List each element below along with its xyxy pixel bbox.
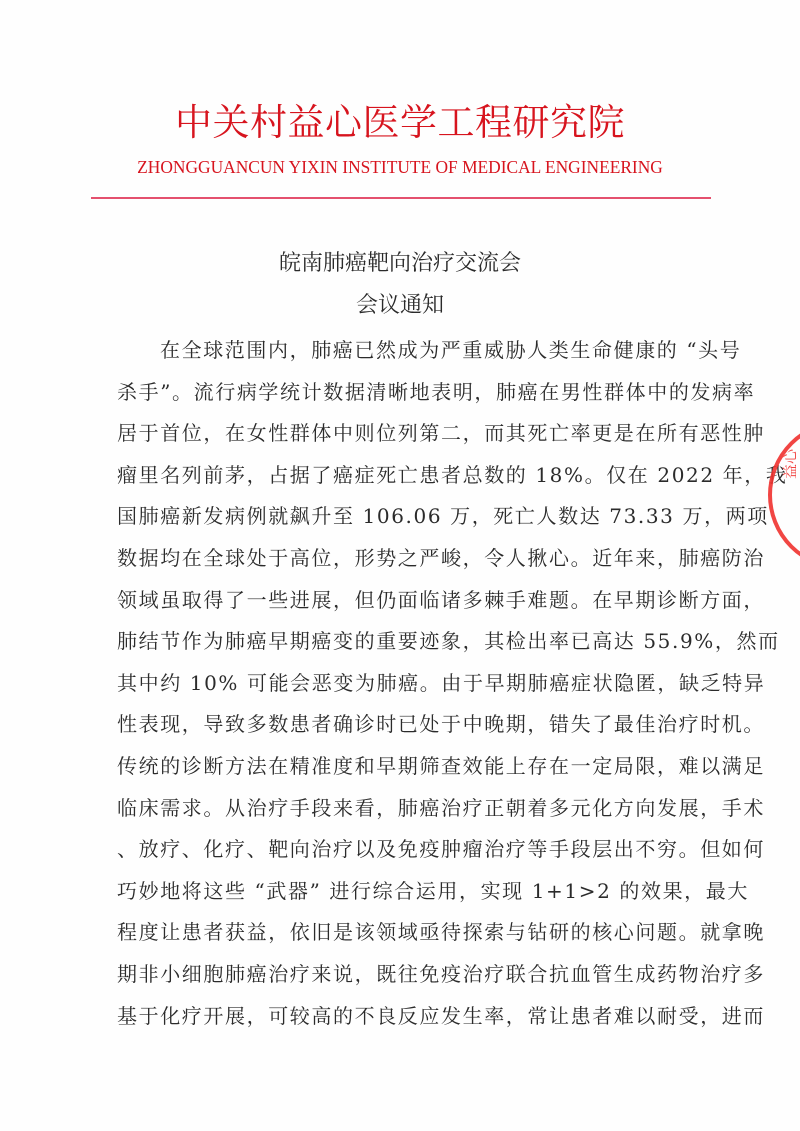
body-line: 国肺癌新发病例就飙升至 106.06 万，死亡人数达 73.33 万，两项 — [117, 504, 769, 529]
body-line: 其中约 10% 可能会恶变为肺癌。由于早期肺癌症状隐匿，缺乏特异 — [117, 670, 766, 695]
body-line: 数据均在全球处于高位，形势之严峻，令人揪心。近年来，肺癌防治 — [117, 545, 765, 570]
body-line: 程度让患者获益，依旧是该领域亟待探索与钻研的核心问题。就拿晚 — [117, 920, 765, 945]
body-line: 、放疗、化疗、靶向治疗以及免疫肿瘤治疗等手段层出不穷。但如何 — [117, 837, 765, 862]
body-line: 杀手”。流行病学统计数据清晰地表明，肺癌在男性群体中的发病率 — [117, 379, 756, 404]
letterhead-divider — [91, 197, 711, 199]
body-line: 在全球范围内，肺癌已然成为严重威胁人类生命健康的 “头号 — [160, 338, 742, 362]
body-line: 基于化疗开展，可较高的不良反应发生率，常让患者难以耐受，进而 — [117, 1003, 765, 1028]
seal-text: 益心 — [781, 448, 799, 479]
body-line: 传统的诊断方法在精准度和早期筛查效能上存在一定局限，难以满足 — [117, 753, 765, 778]
body-line: 居于首位，在女性群体中则位列第二，而其死亡率更是在所有恶性肿 — [117, 421, 765, 446]
body-line: 领域虽取得了一些进展，但仍面临诸多棘手难题。在早期诊断方面， — [117, 587, 765, 612]
body-paragraph — [117, 336, 788, 1043]
body-line: 性表现，导致多数患者确诊时已处于中晚期，错失了最佳治疗时机。 — [117, 712, 765, 737]
body-line: 巧妙地将这些 “武器” 进行综合运用，实现 1+1>2 的效果，最大 — [117, 878, 749, 903]
document-title: 皖南肺癌靶向治疗交流会 — [278, 251, 521, 276]
letterhead-subtitle: ZHONGGUANCUN YIXIN INSTITUTE OF MEDICAL ENGINEERING — [137, 157, 663, 177]
official-seal-stamp — [768, 420, 800, 570]
letterhead-title: 中关村益心医学工程研究院 — [175, 101, 625, 144]
body-line: 临床需求。从治疗手段来看，肺癌治疗正朝着多元化方向发展，手术 — [117, 795, 765, 820]
document-subtitle: 会议通知 — [355, 293, 444, 318]
body-line: 瘤里名列前茅，占据了癌症死亡患者总数的 18%。仅在 2022 年，我 — [117, 462, 788, 487]
body-line: 肺结节作为肺癌早期癌变的重要迹象，其检出率已高达 55.9%，然而 — [117, 629, 780, 654]
body-line: 期非小细胞肺癌治疗来说，既往免疫治疗联合抗血管生成药物治疗多 — [117, 961, 765, 986]
